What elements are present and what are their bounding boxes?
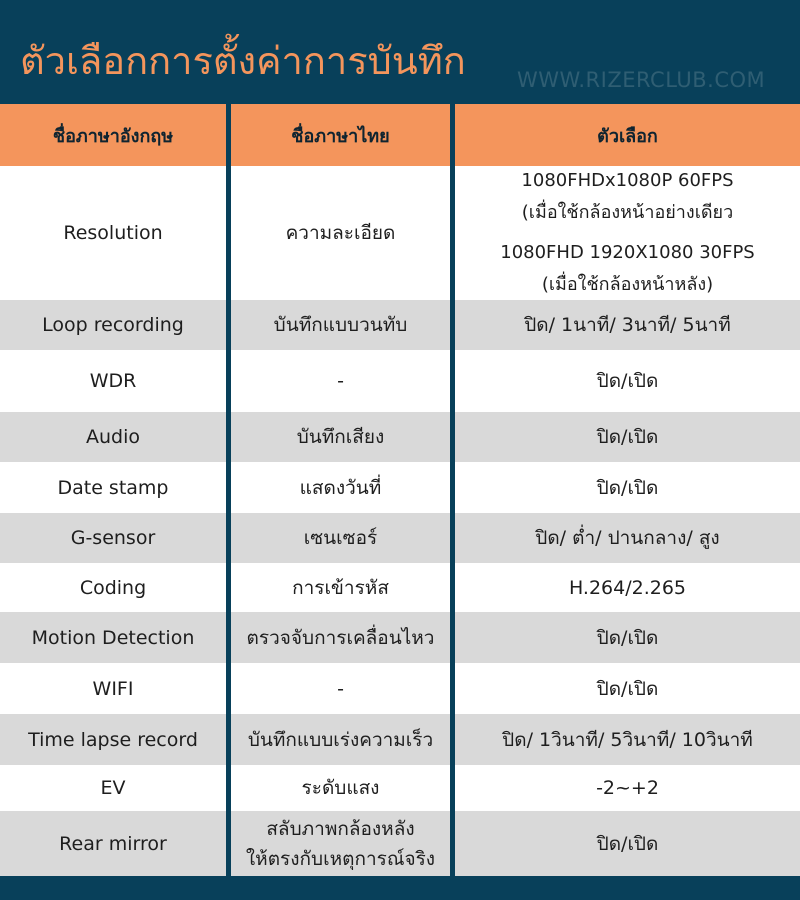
page-title: ตัวเลือกการตั้งค่าการบันทึก	[20, 39, 466, 83]
column-header-options: ตัวเลือก	[455, 104, 800, 166]
cell-thai: ตรวจจับการเคลื่อนไหว	[231, 612, 450, 663]
cell-option: ปิด/เปิด	[455, 350, 800, 412]
cell-english: Motion Detection	[0, 612, 226, 663]
cell-option	[455, 166, 800, 300]
column-header-thai: ชื่อภาษาไทย	[231, 104, 450, 166]
website-watermark: WWW.RIZERCLUB.COM	[517, 68, 766, 92]
table-row	[0, 412, 800, 462]
cell-english: G-sensor	[0, 513, 226, 563]
cell-option: ปิด/ 1นาที/ 3นาที/ 5นาที	[455, 300, 800, 350]
resolution-options	[500, 165, 755, 301]
cell-english: EV	[0, 765, 226, 811]
table-row	[0, 513, 800, 563]
page-footer-bar	[0, 876, 800, 900]
page-header	[0, 0, 800, 104]
cell-thai: บันทึกแบบวนทับ	[231, 300, 450, 350]
resolution-option-1-line-1: 1080FHDx1080P 60FPS	[521, 170, 734, 191]
cell-english: Coding	[0, 563, 226, 612]
cell-english: Audio	[0, 412, 226, 462]
cell-thai: บันทึกแบบเร่งความเร็ว	[231, 714, 450, 765]
cell-thai-line-2: ให้ตรงกับเหตุการณ์จริง	[245, 847, 436, 870]
cell-english: WIFI	[0, 663, 226, 714]
table-row	[0, 765, 800, 811]
cell-thai	[231, 811, 450, 876]
cell-english: Loop recording	[0, 300, 226, 350]
cell-thai: -	[231, 663, 450, 714]
cell-thai: -	[231, 350, 450, 412]
settings-table	[0, 166, 800, 876]
cell-english: Resolution	[0, 166, 226, 300]
cell-thai: แสดงวันที่	[231, 462, 450, 513]
resolution-option-2-line-1: 1080FHD 1920X1080 30FPS	[500, 242, 755, 263]
cell-thai: บันทึกเสียง	[231, 412, 450, 462]
cell-thai: ระดับแสง	[231, 765, 450, 811]
cell-english: WDR	[0, 350, 226, 412]
cell-option: ปิด/เปิด	[455, 462, 800, 513]
cell-thai: การเข้ารหัส	[231, 563, 450, 612]
cell-option: ปิด/ ต่ำ/ ปานกลาง/ สูง	[455, 513, 800, 563]
cell-option: ปิด/เปิด	[455, 811, 800, 876]
table-row	[0, 350, 800, 412]
resolution-option-2-line-2: (เมื่อใช้กล้องหน้าหลัง)	[541, 274, 714, 295]
cell-option: ปิด/เปิด	[455, 412, 800, 462]
cell-english: Time lapse record	[0, 714, 226, 765]
table-row	[0, 714, 800, 765]
table-row	[0, 811, 800, 876]
cell-thai-stack	[246, 814, 435, 874]
resolution-option-1-line-2: (เมื่อใช้กล้องหน้าอย่างเดียว	[521, 202, 734, 223]
table-row	[0, 663, 800, 714]
cell-english: Rear mirror	[0, 811, 226, 876]
table-row-resolution	[0, 166, 800, 300]
cell-option: H.264/2.265	[455, 563, 800, 612]
cell-thai-line-1: สลับภาพกล้องหลัง	[266, 817, 415, 840]
table-row	[0, 612, 800, 663]
cell-thai: ความละเอียด	[231, 166, 450, 300]
table-row	[0, 300, 800, 350]
cell-english: Date stamp	[0, 462, 226, 513]
cell-thai: เซนเซอร์	[231, 513, 450, 563]
table-row	[0, 563, 800, 612]
column-header-english: ชื่อภาษาอังกฤษ	[0, 104, 226, 166]
cell-option: ปิด/ 1วินาที/ 5วินาที/ 10วินาที	[455, 714, 800, 765]
table-row	[0, 462, 800, 513]
cell-option: ปิด/เปิด	[455, 612, 800, 663]
cell-option: ปิด/เปิด	[455, 663, 800, 714]
cell-option: -2~+2	[455, 765, 800, 811]
